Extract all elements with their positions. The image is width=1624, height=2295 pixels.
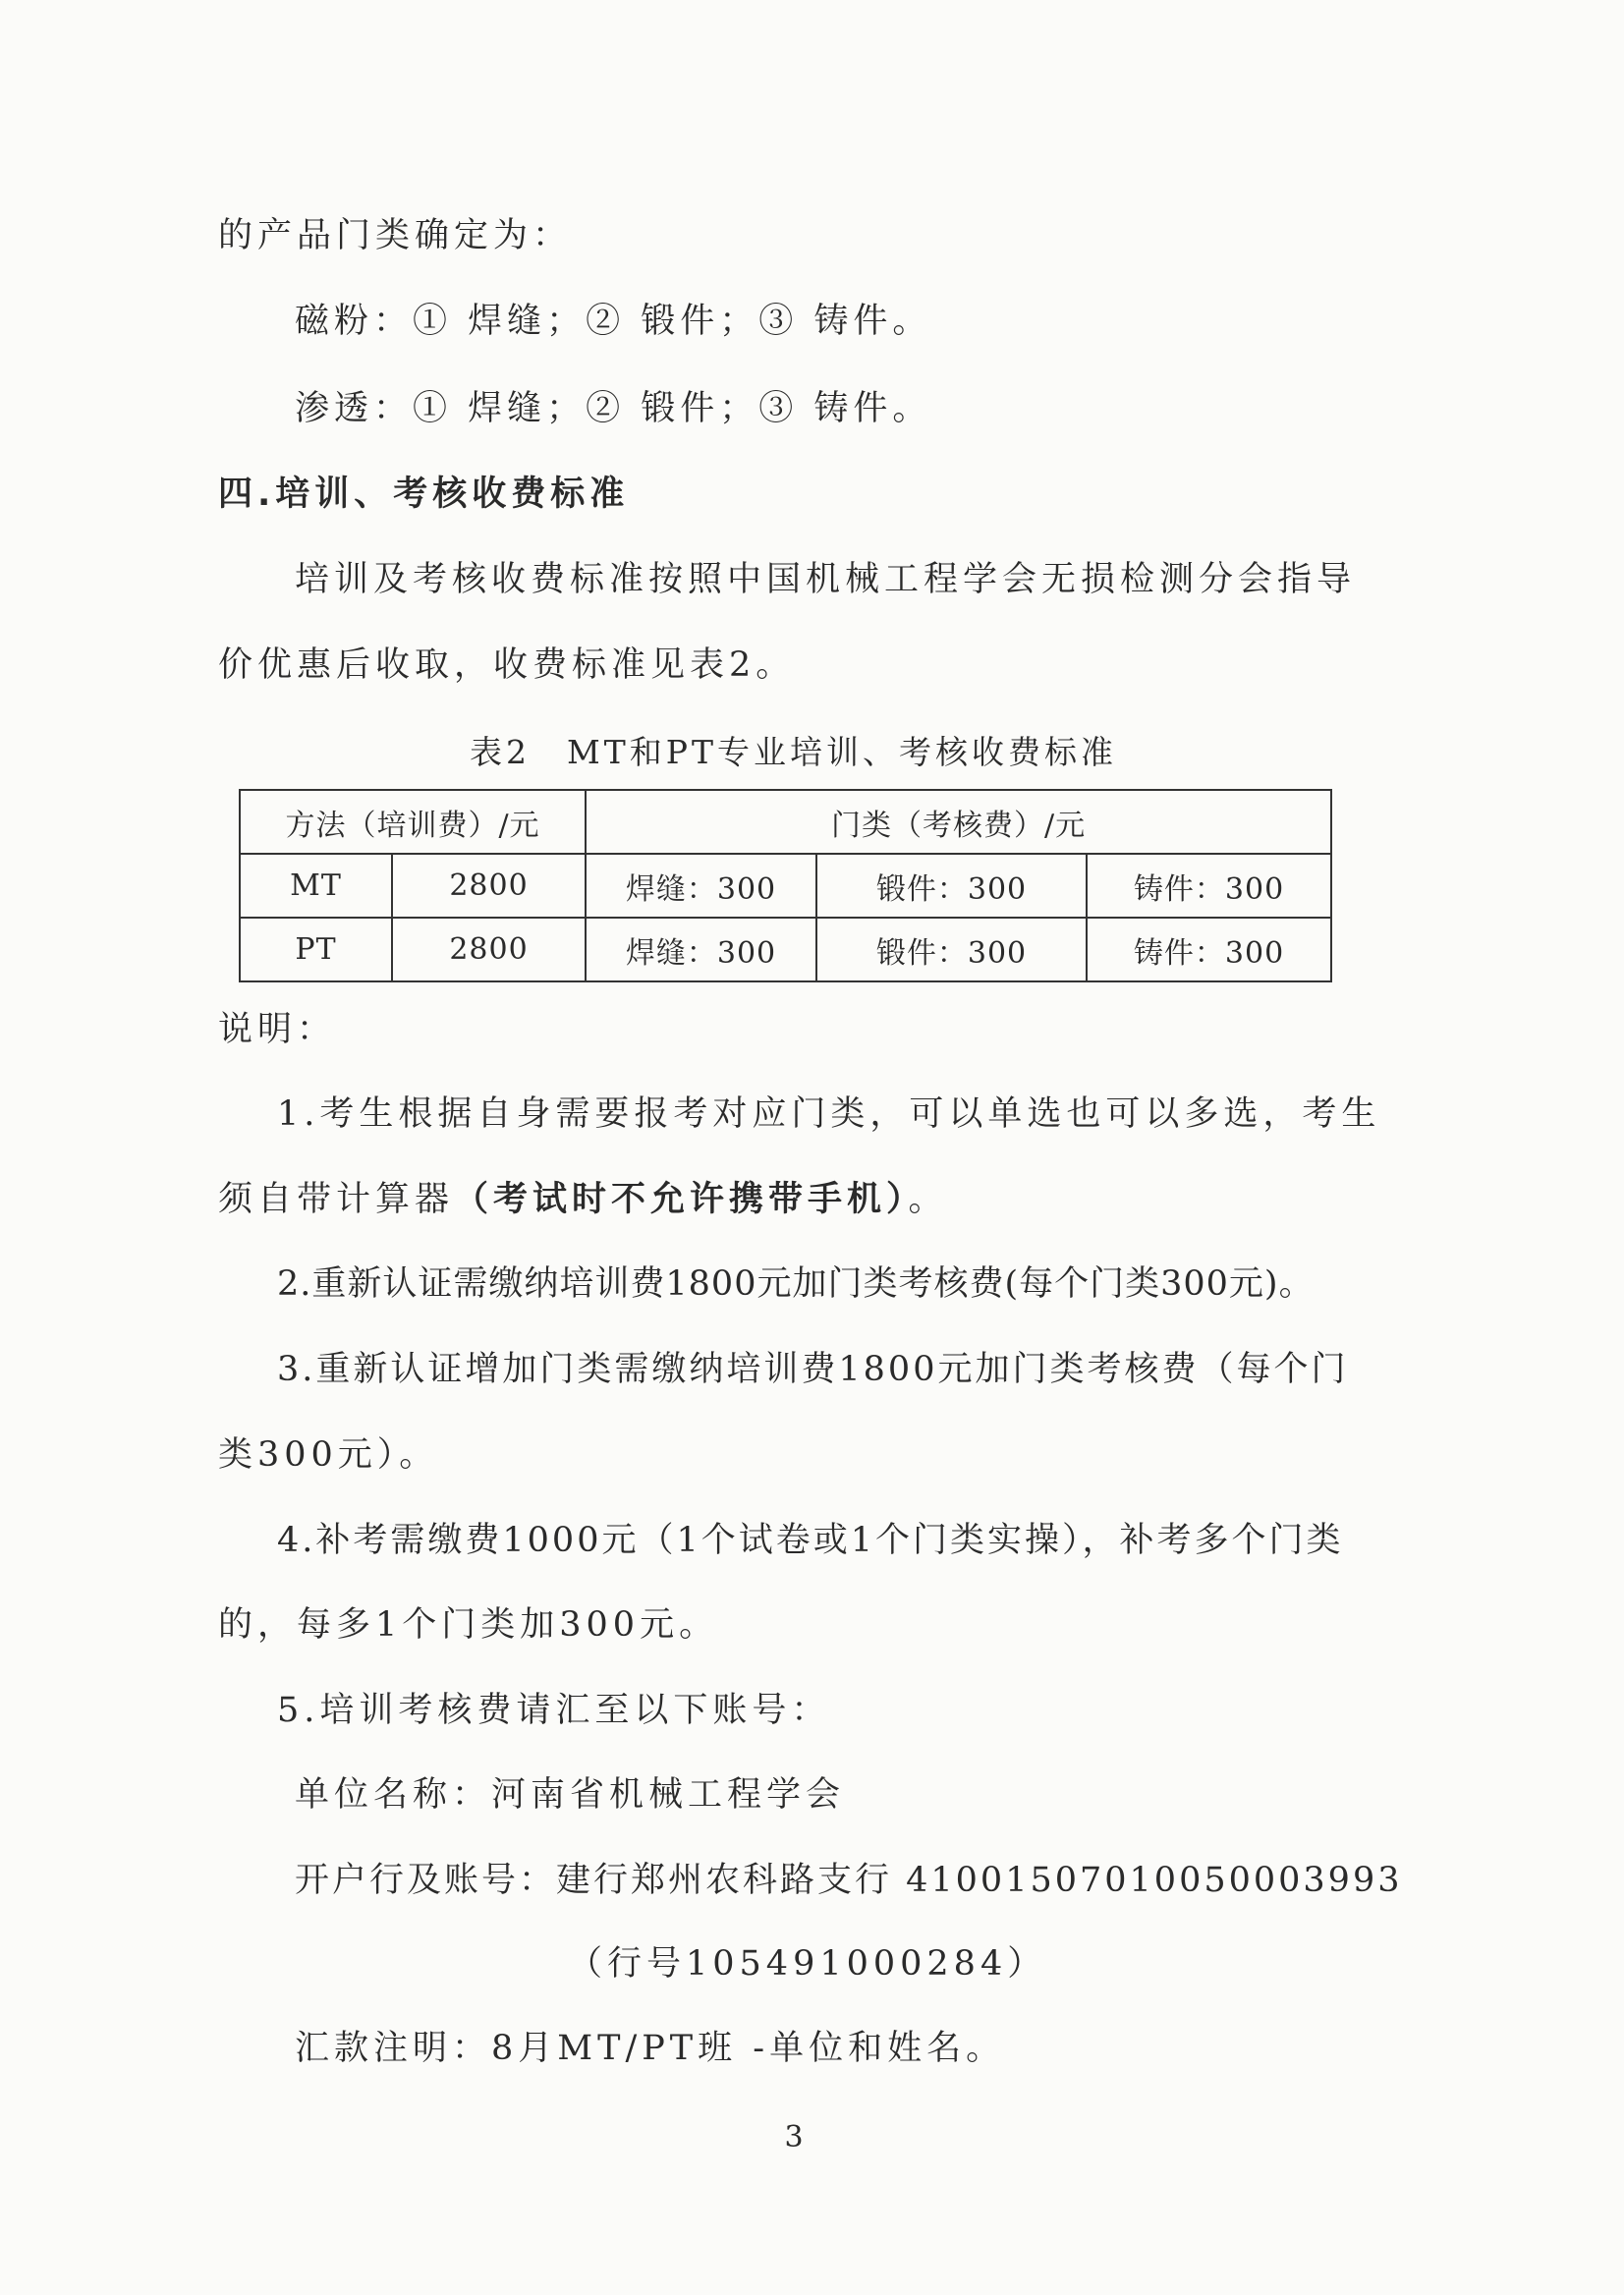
notes-title: 说明： [218, 1010, 337, 1049]
intro-line: 的产品门类确定为： [218, 216, 573, 255]
method-cell: MT [240, 854, 392, 918]
note-2: 2.重新认证需缴纳培训费1800元加门类考核费(每个门类300元)。 [277, 1264, 1315, 1304]
mt-categories-line: 磁粉：① 焊缝；② 锻件；③ 铸件。 [295, 302, 932, 341]
note-1-end: 。 [908, 1180, 948, 1219]
note-5: 5.培训考核费请汇至以下账号： [277, 1691, 831, 1730]
page-number: 3 [784, 2120, 804, 2155]
table-caption: 表2 MT和PT专业培训、考核收费标准 [470, 733, 1118, 771]
section-paragraph-line2: 价优惠后收取，收费标准见表2。 [218, 645, 796, 685]
note-3-line1: 3.重新认证增加门类需缴纳培训费1800元加门类考核费（每个门 [277, 1350, 1349, 1389]
note-3-line2: 类300元）。 [218, 1435, 439, 1475]
method-cell: PT [240, 918, 392, 981]
casting-fee-cell: 铸件：300 [1087, 918, 1331, 981]
note-1-line2 [218, 1176, 948, 1223]
note-1-text: 须自带计算器 [218, 1180, 455, 1219]
unit-name: 单位名称：河南省机械工程学会 [295, 1775, 846, 1815]
note-1-bold-warning: （考试时不允许携带手机） [454, 1179, 909, 1219]
bank-code: （行号105491000284） [568, 1944, 1047, 1984]
training-fee-cell: 2800 [392, 918, 586, 981]
table-row [240, 918, 1331, 981]
note-4-line2: 的，每多1个门类加300元。 [218, 1605, 719, 1645]
note-1-line1: 1.考生根据自身需要报考对应门类，可以单选也可以多选，考生 [277, 1094, 1381, 1134]
header-category-cell: 门类（考核费）/元 [586, 790, 1331, 854]
note-4-line1: 4.补考需缴费1000元（1个试卷或1个门类实操），补考多个门类 [277, 1521, 1344, 1560]
pt-categories-line: 渗透：① 焊缝；② 锻件；③ 铸件。 [295, 389, 932, 428]
fee-table [239, 789, 1332, 982]
section-paragraph-line1: 培训及考核收费标准按照中国机械工程学会无损检测分会指导 [295, 560, 1357, 599]
forging-fee-cell: 锻件：300 [816, 854, 1087, 918]
remit-note: 汇款注明：8月MT/PT班 -单位和姓名。 [295, 2029, 1006, 2068]
casting-fee-cell: 铸件：300 [1087, 854, 1331, 918]
section-heading: 四.培训、考核收费标准 [218, 475, 630, 514]
forging-fee-cell: 锻件：300 [816, 918, 1087, 981]
bank-account: 开户行及账号：建行郑州农科路支行 41001507010050003993 [295, 1861, 1403, 1900]
table-header-row [240, 790, 1331, 854]
training-fee-cell: 2800 [392, 854, 586, 918]
table-row [240, 854, 1331, 918]
header-method-cell: 方法（培训费）/元 [240, 790, 586, 854]
weld-fee-cell: 焊缝：300 [586, 918, 816, 981]
weld-fee-cell: 焊缝：300 [586, 854, 816, 918]
